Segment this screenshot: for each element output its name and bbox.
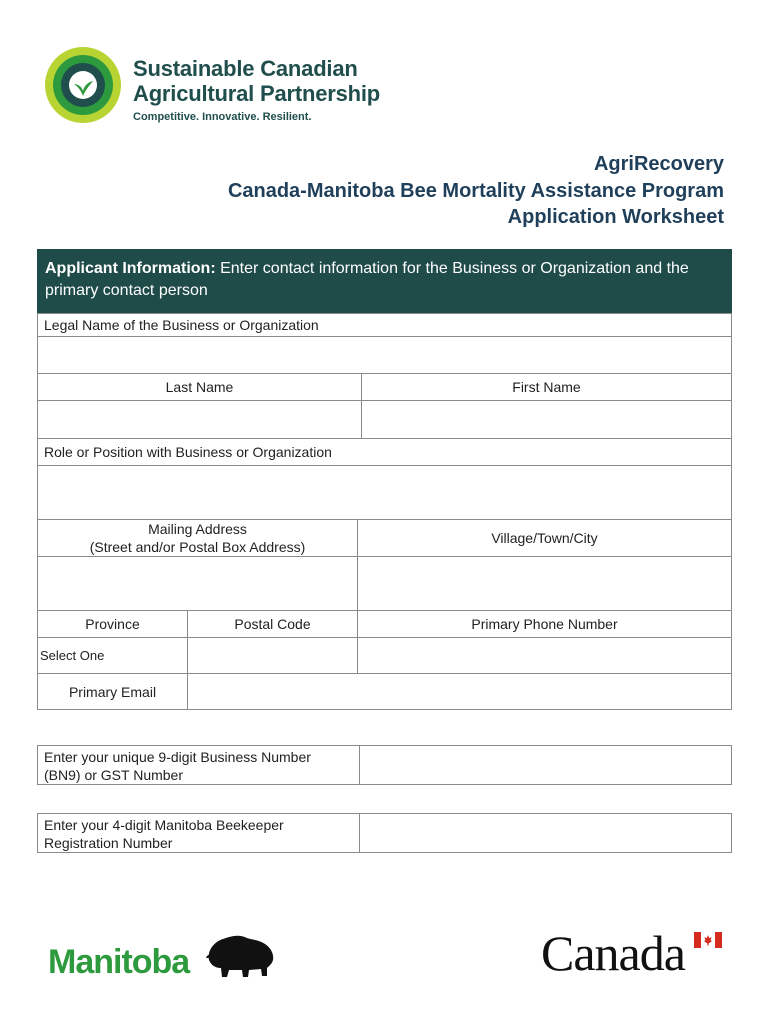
last-name-field[interactable] — [38, 401, 361, 438]
logo-tagline: Competitive. Innovative. Resilient. — [133, 111, 312, 123]
manitoba-wordmark: Manitoba — [48, 943, 190, 981]
applicant-info-header — [37, 249, 732, 313]
phone-field[interactable] — [358, 638, 731, 673]
postal-code-field[interactable] — [188, 638, 357, 673]
partnership-logo-icon — [44, 46, 122, 124]
title-program-category: AgriRecovery — [593, 153, 724, 175]
bison-icon — [203, 930, 277, 980]
role-label: Role or Position with Business or Organization — [44, 444, 332, 460]
first-name-label: First Name — [512, 379, 581, 395]
registration-number-sublabel: Registration Number — [44, 835, 173, 851]
mailing-address-sublabel: (Street and/or Postal Box Address) — [89, 539, 306, 555]
first-name-field[interactable] — [362, 401, 731, 438]
section-heading-bold: Applicant Information: — [45, 260, 216, 277]
role-field[interactable] — [38, 466, 731, 519]
legal-name-field[interactable] — [38, 337, 731, 373]
logo-title-line1: Sustainable Canadian — [133, 56, 358, 81]
mailing-address-field[interactable] — [38, 557, 357, 610]
canadian-flag-icon — [694, 932, 722, 948]
legal-name-label: Legal Name of the Business or Organization — [44, 317, 319, 333]
email-field[interactable] — [188, 674, 731, 709]
title-document-type: Application Worksheet — [507, 206, 724, 228]
canada-wordmark: Canada — [541, 925, 685, 981]
city-field[interactable] — [358, 557, 731, 610]
registration-number-field[interactable] — [360, 814, 731, 852]
province-label: Province — [85, 616, 140, 632]
section-heading-text: Enter contact information for the Business or Organization and the primary contact person — [45, 260, 689, 299]
postal-code-label: Postal Code — [234, 616, 311, 632]
logo-title-line2: Agricultural Partnership — [133, 81, 381, 106]
city-label: Village/Town/City — [491, 530, 598, 546]
phone-label: Primary Phone Number — [471, 616, 618, 632]
business-number-sublabel: (BN9) or GST Number — [44, 767, 183, 783]
last-name-label: Last Name — [165, 379, 234, 395]
province-select[interactable]: Select One — [40, 648, 105, 663]
business-number-label: Enter your unique 9-digit Business Number — [44, 749, 311, 765]
email-label: Primary Email — [68, 684, 157, 700]
registration-number-label: Enter your 4-digit Manitoba Beekeeper — [44, 817, 284, 833]
title-program-name: Canada-Manitoba Bee Mortality Assistance Program — [227, 180, 724, 202]
business-number-field[interactable] — [360, 746, 731, 784]
mailing-address-label: Mailing Address — [148, 521, 247, 537]
